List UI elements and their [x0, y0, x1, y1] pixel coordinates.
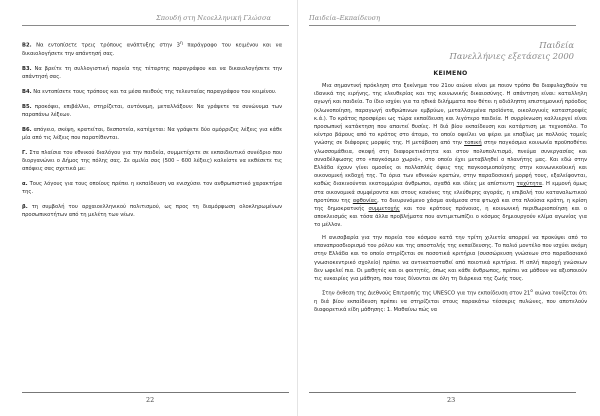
question-text: Να βρείτε τη συλλογιστική πορεία της τέταρτης παραγράφου και να δικαιολογήσετε την απάντησή σας. — [22, 65, 282, 80]
underlined-word: ταχύτητα — [516, 181, 543, 188]
question-b4 — [22, 88, 282, 96]
right-running-head: Παιδεία–Εκπαίδευση — [309, 14, 381, 22]
left-text-column — [22, 40, 282, 226]
question-tag: α. — [22, 180, 28, 187]
question-text: Να εντοπίσετε τρεις τρόπους ανάπτυξης στην 3 — [36, 42, 180, 49]
paragraph-text: αιώνα τονίζεται ότι η διά βίου εκπαίδευση πρέπει να στηρίζεται στους παρακάτω τέσσερις πυλώνες, που αποτελούν διαφορετικά είδη μάθησης: 1. Μαθαίνω πώς να — [314, 290, 587, 313]
question-tag: Β5. — [22, 103, 32, 110]
question-b2 — [22, 40, 282, 58]
underlined-word: τοπική — [464, 140, 482, 147]
superscript: ο — [530, 288, 533, 294]
paragraph-text: Στην έκθεση της Διεθνούς Επιτροπής της UNESCO για την εκπαίδευση στον 21 — [322, 290, 531, 297]
body-paragraph — [314, 234, 587, 283]
question-tag: Γ. — [22, 149, 28, 156]
paragraph-text: Μια σημαντική πρόκληση στο ξεκίνημα του 21ου αιώνα είναι με ποιον τρόπο θα διαφυλαχθούν τα ιδανικά της ειρήνης, της ελευθερίας και της κοινωνικής δικαιοσύνης. Η απάντηση είναι: καταλληλη αγωγή και παιδεία. Το ίδιο ισχύει για τα ηθικά διλήμματα που θέτει η αδιάληπτη επιστημονική πρόοδος (κλωνοποίηση, παραγωγή ανθρώπινων εμβρύων, μεταλλαγμένα προϊόντα, οικολογικές καταστροφές κ.ά.). Το κράτος προσφέρει ως τώρα εκπαίδευση και λιγότερο παιδεία. Η συρρίκνωση καλλιεργεί είναι προσωπική κατάκτηση που απαιτεί θυσίες. Η διά βίου εκπαίδευση και κατάρτιση με τεχνοπόλο. Το κέντρο βάρους από το κράτος στο άτομο, το οποίο οφείλει να φέρει με επαξίως με πολλούς τομείς γνώσης σε διάφορες μορφές της. Η μετάβαση από την — [314, 83, 587, 147]
left-page — [0, 0, 298, 416]
question-tag: Β4. — [22, 88, 32, 95]
paragraph-text: , το διευρυνόμενο χάσμα ανάμεσα στα φτωχά και στα πλούσια κράτη, η κρίση της δημοκρατικής — [314, 197, 587, 213]
paragraph-text: και του κράτους πρόνοιας, η κοινωνική περιθωριοποίηση και ο αποκλεισμός και τόσα άλλα προβλήματα που αντιμετωπίζει ο κόσμος δημιουργούν κλίμα αγωνίας για το μέλλον. — [314, 206, 587, 229]
question-text: Στα πλαίσια του εθνικού διαλόγου για την παιδεία, συμμετέχετε σε εκπαιδευτικό συνέδριο που διοργανώνει ο Δήμος της πόλης σας. Σε ομιλία σας (500 – 600 λέξεις) καλείστε να εκθέσετε τις απόψεις σας σχετικά με: — [22, 149, 283, 172]
left-header-rule — [22, 25, 289, 26]
paragraph-text: . Η εμμονή όμως στα οικονομικά συμφέροντα και στους κανόνες της ελεύθερης αγοράς, η επιβολή του καταναλωτικού προτύπου της — [314, 181, 587, 204]
left-running-head: Σπουδή στη Νεοελληνική Γλώσσα — [156, 14, 271, 22]
body-paragraph — [314, 288, 587, 314]
question-text: παράγραφο του κειμένου και να δικαιολογήσετε την απάντησή σας. — [22, 42, 283, 57]
question-text: τη συμβολή του αρχαιοελληνικού πολιτισμού, ως προς τη διαμόρφωση ολοκληρωμένων προσωπικοτήτων από τη μελέτη των νέων. — [22, 203, 282, 218]
question-b6 — [22, 126, 282, 142]
question-tag: Β3. — [22, 65, 32, 72]
paragraph-text: στην παγκόσμια κοινωνία προϋποθέτει γλωσσομάθεια, σκοψή στη διαφορετικότητα και στον πολυπολιτισμό, πνεύμα συνεργασίας και συναδέλφωσης στο «παγκόσμιο χωριό», στο οποίο έχει μεταβληθεί ο πλανήτης μας. Και εδώ στην Ελλάδα έχουν γίνει ομοσίες οι πολλαπλές όψεις της παγκοσμιοποίησης στην κοινωνικοϊκική και οικονομική εκδοχή της. Τα όρια των εθνικών κρατών, στην παραδοσιακή μορφή τους, εξαλείφονται, καθώς διακινούνται εκατομμύρια άνθρωποι, αγαθά και ιδέες με απίστευτη — [314, 140, 587, 188]
question-c-a — [22, 180, 282, 196]
question-tag: Β6. — [22, 126, 32, 133]
underlined-word: αφθονίας — [352, 197, 378, 204]
right-text-column — [314, 82, 587, 318]
right-page — [301, 0, 600, 416]
question-c — [22, 149, 282, 174]
body-paragraph — [314, 82, 587, 230]
chapter-title: Παιδεία — [539, 40, 574, 50]
left-footer-rule — [22, 392, 289, 393]
question-text: Να εντοπίσετε τους τρόπους και τα μέσα πειθούς της τελευταίας παραγράφου του κειμένου. — [33, 88, 277, 95]
question-tag: Β2. — [22, 42, 32, 49]
section-heading: ΚΕΙΜΕΝΟ — [433, 70, 468, 77]
paragraph-text: Η ανισοβαρία για την πορεία του κόσμου κατά την τρίτη χιλιετία απορρεί να προκύψει από το επαναπροσδιορισμό του ρόλου και της αποστολής της εκπαίδευσης. Το παλιό μοντέλο που ισχύει ακόμη στην Ελλάδα και το οποίο στηρίζεται σε ποσοτικά κριτήρια (συσσώρευση γνώσεων στο παραδοσιακό γνωσιοκεντρικό σχολείο) πρέπει να αντικατασταθεί από ποιοτικά κριτήρια. Η απλή παροχή γνώσεων δεν ωφελεί πια. Οι μαθητές και οι φοιτητές, όπως και κάθε άνθρωπος, πρέπει να μάθουν να αξιοποιούν τις ευκαιρίες για μάθηση, που τους δίνονται σε όλη τη διάρκεια της ζωής τους. — [314, 235, 587, 283]
chapter-subtitle: Πανελλήνιες εξετάσεις 2000 — [449, 51, 574, 61]
left-page-number: 22 — [146, 396, 155, 404]
question-c-b — [22, 203, 282, 219]
question-b3 — [22, 65, 282, 81]
right-header-rule — [309, 25, 576, 26]
question-tag: β. — [22, 203, 28, 210]
question-b5 — [22, 103, 282, 119]
question-text: προκόψει, επιβάλλει, στηρίζεται, αυτόνομη, μεταλλάξουν: Να γράψετε τα συνώνυμα των παραπάνω λέξεων. — [22, 103, 282, 118]
right-footer-rule — [309, 392, 576, 393]
right-page-number: 23 — [447, 396, 456, 404]
question-text: απόγειο, σκέψη, κρατείται, δεσποτεία, κατέχεται: Να γράψετε δύο ομόρριζες λέξεις για κάθε μία από τις λέξεις που παρατίθενται. — [22, 126, 282, 141]
underlined-word: συμμετοχής — [368, 206, 400, 213]
superscript: η — [180, 41, 183, 46]
question-text: Τους λόγους για τους οποίους πρέπει η εκπαίδευση να ενισχύσει τον ανθρωπιστικό χαρακτήρα της. — [22, 180, 282, 195]
